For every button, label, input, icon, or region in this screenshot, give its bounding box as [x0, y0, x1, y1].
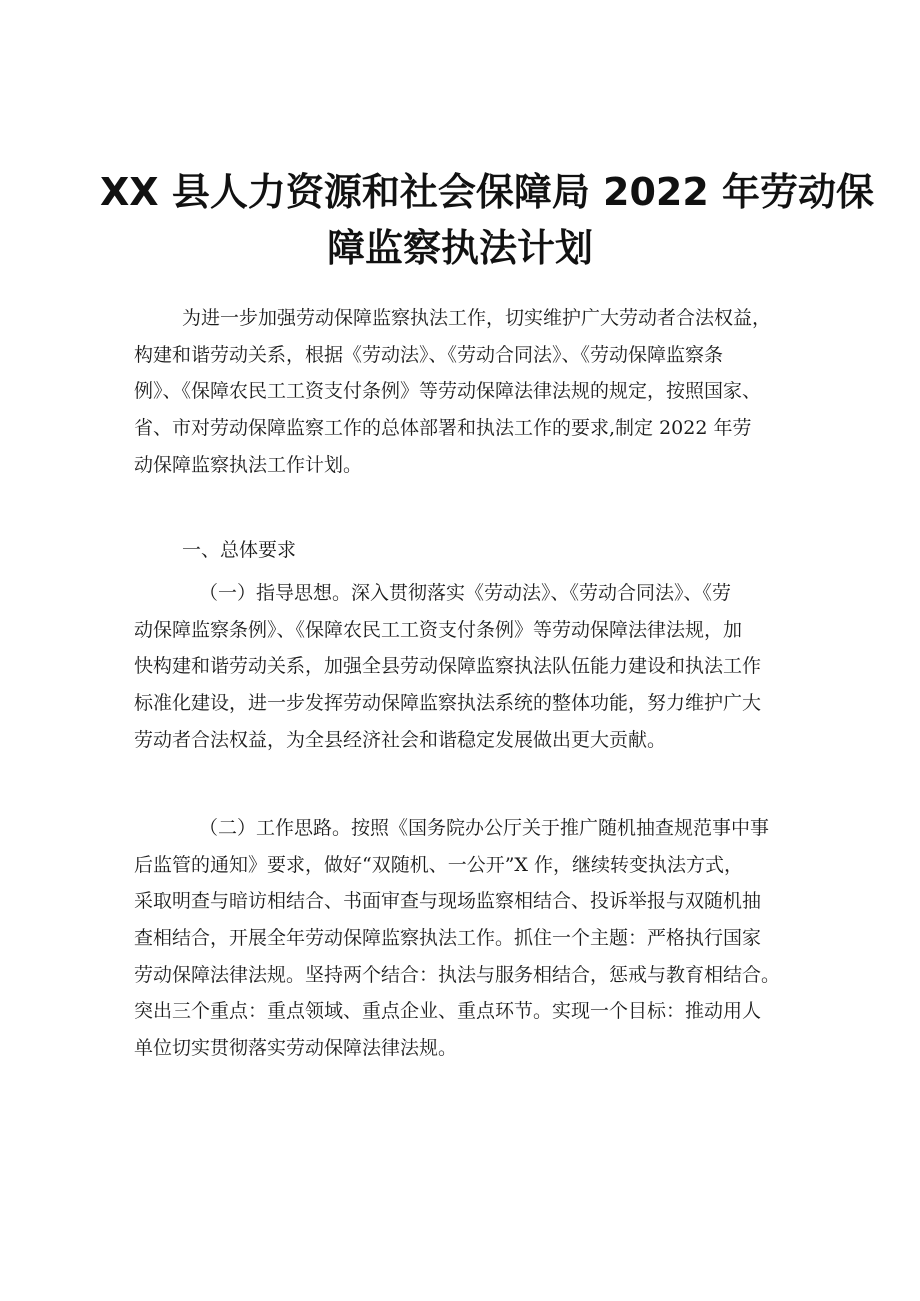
paragraph-line: 快构建和谐劳动关系，加强全县劳动保障监察执法队伍能力建设和执法工作 — [134, 655, 762, 678]
paragraph-line: 单位切实贯彻落实劳动保障法律法规。 — [134, 1037, 458, 1060]
paragraph-line: 劳动者合法权益，为全县经济社会和谐稳定发展做出更大贡献。 — [134, 728, 667, 751]
document-title-line-1: XX 县人力资源和社会保障局 2022 年劳动保 — [100, 170, 875, 214]
section-heading-text: 一、总体要求 — [182, 539, 297, 561]
paragraph-line: （二）工作思路。按照《国务院办公厅关于推广随机抽查规范事中事 — [199, 817, 770, 839]
paragraph-line: （一）指导思想。深入贯彻落实《劳动法》、《劳动合同法》、《劳 — [199, 582, 732, 604]
paragraph-line: 标准化建设，进一步发挥劳动保障监察执法系统的整体功能，努力维护广大 — [134, 692, 762, 715]
paragraph-line: 劳动保障法律法规。坚持两个结合：执法与服务相结合，惩戒与教育相结合。 — [134, 963, 781, 986]
paragraph-line: 省、市对劳动保障监察工作的总体部署和执法工作的要求,制定 2022 年劳 — [134, 417, 752, 440]
section-heading — [134, 532, 790, 569]
intro-paragraph — [134, 300, 790, 483]
paragraph-line: 采取明查与暗访相结合、书面审查与现场监察相结合、投诉举报与双随机抽 — [134, 890, 762, 913]
paragraph-line: 动保障监察执法工作计划。 — [134, 453, 363, 476]
paragraph-line: 后监管的通知》要求，做好“双随机、一公开”X 作，继续转变执法方式， — [134, 853, 743, 876]
document-title-line-2: 障监察执法计划 — [326, 226, 593, 270]
paragraph-line: 动保障监察条例》、《保障农民工工资支付条例》等劳动保障法律法规，加 — [134, 618, 743, 641]
paragraph-line: 例》、《保障农民工工资支付条例》等劳动保障法律法规的规定，按照国家、 — [134, 380, 762, 403]
guiding-ideology-paragraph — [134, 575, 790, 758]
paragraph-line: 查相结合，开展全年劳动保障监察执法工作。抓住一个主题：严格执行国家 — [134, 927, 762, 950]
paragraph-line: 突出三个重点：重点领域、重点企业、重点环节。实现一个目标：推动用人 — [134, 1000, 762, 1023]
paragraph-line: 为进一步加强劳动保障监察执法工作，切实维护广大劳动者合法权益， — [182, 307, 772, 329]
work-approach-paragraph — [134, 810, 790, 1067]
paragraph-line: 构建和谐劳动关系，根据《劳动法》、《劳动合同法》、《劳动保障监察条 — [134, 343, 724, 366]
